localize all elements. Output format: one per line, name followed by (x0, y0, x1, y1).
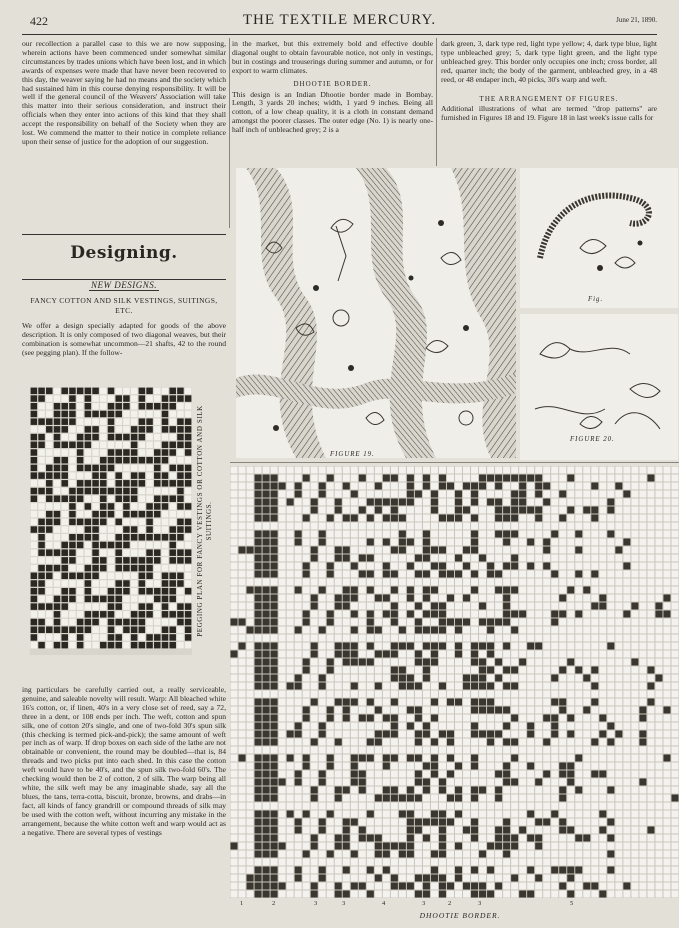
figure-19-caption: FIGURE 19. (330, 451, 375, 458)
design-subtitle: FANCY COTTON AND SILK VESTINGS, SUITINGS, ETC. (30, 296, 218, 315)
column-divider (436, 38, 437, 166)
figure-20-caption: FIGURE 20. (570, 436, 615, 443)
issue-date: June 21, 1890. (616, 16, 657, 24)
design-intro (22, 322, 226, 382)
scroll-motif (520, 168, 678, 308)
border-number: 2 (448, 900, 452, 907)
article-column-2 (232, 40, 433, 166)
figure-18-caption: Fig. (588, 296, 604, 303)
page-header (22, 12, 657, 32)
pegging-plan-grid (30, 387, 192, 655)
border-number: 3 (422, 900, 426, 907)
article-column-3 (441, 40, 657, 166)
page-number: 422 (30, 14, 48, 28)
dhootie-heading: DHOOTIE BORDER. (293, 79, 372, 88)
arrangement-text: Additional illustrations of what are termed "drop patterns" are furnished in Figures 18 and 19. Figure 18 in last week's issue calls for (441, 104, 657, 123)
border-number-row (230, 900, 670, 910)
article-text: in the market, but this extremely bold and effective double diagonal ought to obtain favourable notice, not only in vestings, but in costings and trouserings during summer and autumn, or for export to warm climates. (232, 39, 433, 75)
dhootie-border-caption: DHOOTIE BORDER. (419, 911, 501, 920)
header-rule (22, 34, 657, 35)
dhootie-text: This design is an Indian Dhootie border made in Bombay. Length, 3 yards 20 inches; width, 1 yard 9 inches. Being all cotton, of a low cheap quality, it is a cloth in constant demand amongst the poorer classes. The outer edge (No. 1) is nearly one-half inch of unbleached grey; 2 is a (232, 89, 433, 135)
figure-18 (520, 168, 678, 308)
pegging-plan-caption: PEGGING PLAN FOR FANCY VESTINGS OR COTTON AND SILK SUITINGS. (196, 405, 213, 637)
floral-drop-pattern (236, 168, 516, 458)
article-column-1 (22, 40, 226, 230)
intro-text: We offer a design specially adapted for goods of the above description. It is only composed of two diagonal weaves, but their combination is somewhat uncommon—21 shafts, 42 to the round (see pegging plan). If the follow- (22, 321, 226, 357)
figure-divider (230, 462, 679, 463)
dhootie-border-grid (230, 466, 679, 898)
new-designs-heading: NEW DESIGNS. (91, 280, 157, 290)
arrangement-heading: THE ARRANGEMENT OF FIGURES. (479, 94, 619, 103)
figure-19 (236, 168, 516, 458)
border-number: 1 (240, 900, 244, 907)
column-divider (229, 38, 230, 228)
border-number: 3 (314, 900, 318, 907)
border-number: 2 (272, 900, 276, 907)
continuation-text: ing particulars be carefully carried out, a really serviceable, genuine, and saleable novelty will result. Warp: All bleached white 16's cotton, or, if linen, 40's in a very close set of reed, say a 72, three in a dent, or 108 ends per inch. The weft, cotton and spun silk, one of cotton 20's single, and one of two-fold 30's spun silk (this checking is termed pick-and-pick); the same amount of weft per inch as of warp. If drop boxes on each side of the lathe are not obtainable or convenient, the round may be doubled—that is, 84 threads and two picks put into each shed. In this case the cotton weft would have to be 40's, and the spun silk two-fold 60's. The checking would then be 2 of cotton, 2 of silk. The warp being all white, the silk weft may be any imaginable shade, say all the blues, the tans, terra-cotta, biscuit, bronze, browns, and drabs—in fact, all kinds of fancy grandrill or compound threads of silk may be used with the cotton weft, without incurring any mistake in the arrangement, because the white cotton weft and warp would act as a negative. There are several types of vestings (22, 685, 226, 837)
border-number: 3 (478, 900, 482, 907)
article-text: our recollection a parallel case to this we are now supposing, wherein actions have been commenced under somewhat similar circumstances by trades unions which have been lost, and in which awards of expenses were made that have never been recovered to this day, the weaver saying he had no means and the society which had sustained him in this course denying responsibility. It will be well if the general council of the Weavers' Association will take this matter into their serious consideration, and instruct their officials when they enter into actions of this kind that they shall accept the responsibility on behalf of the Society when they are lost. We commend the matter to their notice in complete reliance upon their sense of justice for the adoption of our suggestion. (22, 39, 226, 146)
article-text: dark green, 3, dark type red, light type yellow; 4, dark type blue, light type unbleached grey; 5, dark type light green, and the light type unbleached grey. This border only occupies one inch; cross border, all red, quarter inch; the body of the garment, unbleached grey, in a 48 reed, or 48 endaper inch, 40 picks, 30's warp and weft. (441, 39, 657, 84)
design-continuation (22, 686, 226, 916)
section-header (22, 234, 226, 280)
border-number: 4 (382, 900, 386, 907)
border-number: 5 (570, 900, 574, 907)
border-number: 3 (342, 900, 346, 907)
section-title: Designing. (70, 243, 178, 263)
publication-title: THE TEXTILE MERCURY. (242, 12, 437, 28)
